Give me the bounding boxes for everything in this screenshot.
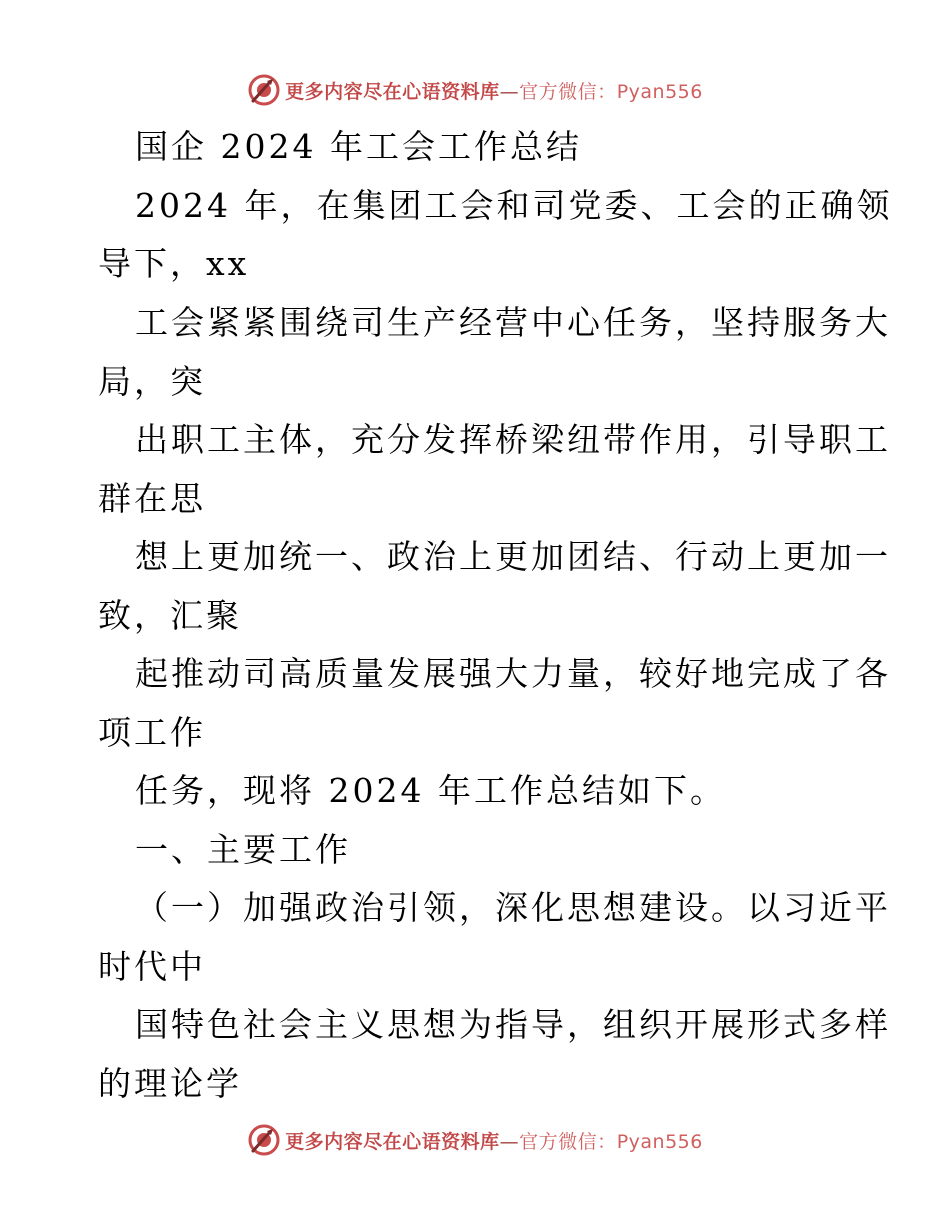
paragraph-line: 国特色社会主义思想为指导，组织开展形式多样 [135,1005,891,1044]
document-title: 国企 2024 年工会工作总结 [135,127,582,166]
footer-watermark-banner [0,1120,950,1160]
banner-main-text: 更多内容尽在心语资料库 [285,1130,500,1153]
banner-wechat-label: 官方微信： [519,1130,617,1153]
paragraph-line: 局，突 [98,362,206,401]
paragraph-line: 起推动司高质量发展强大力量，较好地完成了各 [135,654,891,693]
paragraph-line: 项工作 [98,713,206,752]
banner-text [285,1127,703,1154]
paragraph-line: 任务，现将 2024 年工作总结如下。 [135,771,726,810]
banner-dash: — [499,80,520,103]
section-heading: 一、主要工作 [135,830,351,869]
banner-main-text: 更多内容尽在心语资料库 [285,80,500,103]
banner-wechat-label: 官方微信： [519,80,617,103]
paragraph-line: 的理论学 [98,1064,242,1103]
banner-wechat-id: Pyan556 [616,80,703,103]
subsection-line: （一）加强政治引领，深化思想建设。以习近平 [135,888,891,927]
banner-wechat-id: Pyan556 [616,1130,703,1153]
paragraph-line: 致，汇聚 [98,596,242,635]
paragraph-line: 想上更加统一、政治上更加团结、行动上更加一 [135,537,891,576]
brand-logo-icon [247,1123,281,1157]
paragraph-line: 群在思 [98,479,206,518]
paragraph-line: 2024 年，在集团工会和司党委、工会的正确领 [135,186,893,225]
paragraph-line: 时代中 [98,947,206,986]
paragraph-line: 工会紧紧围绕司生产经营中心任务，坚持服务大 [135,303,891,342]
banner-dash: — [499,1130,520,1153]
paragraph-line: 导下，xx [98,244,250,283]
paragraph-line: 出职工主体，充分发挥桥梁纽带作用，引导职工 [135,420,891,459]
